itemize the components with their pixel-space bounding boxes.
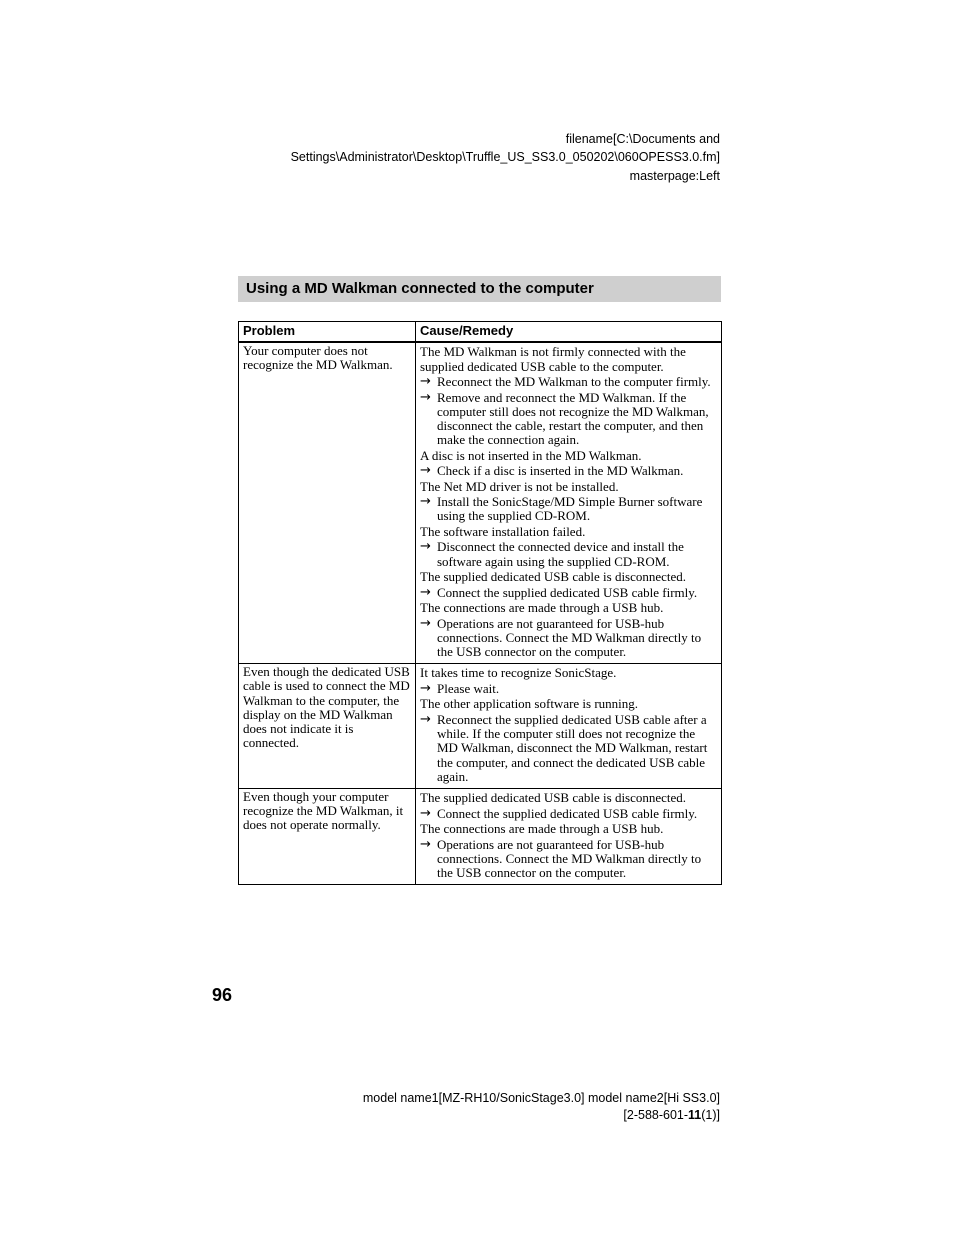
remedy-item (420, 540, 717, 568)
arrow-right-icon: → (420, 836, 431, 852)
section-title: Using a MD Walkman connected to the computer (238, 276, 721, 302)
remedy-text: Connect the supplied dedicated USB cable firmly. (437, 805, 698, 821)
problem-text: Your computer does not recognize the MD Walkman. (243, 343, 393, 373)
problem-text: Even though your computer recognize the MD Walkman, it does not operate normally. (243, 788, 404, 833)
file-header (200, 131, 720, 186)
cause-remedy-cell (416, 788, 722, 884)
masterpage-label: masterpage:Left (629, 169, 720, 183)
cause-item: The connections are made through a USB hub. (420, 600, 664, 616)
remedy-text: Please wait. (437, 680, 500, 696)
filename-line-2: Settings\Administrator\Desktop\Truffle_US_SS3.0_050202\060OPESS3.0.fm] (290, 149, 720, 164)
arrow-right-icon: → (420, 711, 431, 727)
column-header-cause-remedy: Cause/Remedy (416, 322, 722, 343)
remedy-item (420, 838, 717, 881)
remedy-item (420, 375, 717, 389)
column-header-problem: Problem (239, 322, 416, 343)
cause-item: A disc is not inserted in the MD Walkman. (420, 447, 642, 463)
arrow-right-icon: → (420, 680, 431, 696)
arrow-right-icon: → (420, 539, 431, 555)
problem-cell (239, 664, 416, 789)
cause-remedy-cell (416, 342, 722, 664)
arrow-right-icon: → (420, 494, 431, 510)
cause-item: The other application software is running. (420, 696, 639, 712)
remedy-item (420, 807, 717, 821)
arrow-right-icon: → (420, 374, 431, 389)
table-row (239, 664, 722, 789)
part-number-revision: 11 (688, 1108, 702, 1122)
remedy-text: Reconnect the supplied dedicated USB cable after a while. If the computer still does not recognize the MD Walkman, disconnect the MD Walkman, restart the computer, and connect the dedicated USB cable again. (437, 711, 708, 784)
problem-text: Even though the dedicated USB cable is used to connect the MD Walkman to the computer, the display on the MD Walkman does not indicate it is connected. (243, 664, 410, 751)
remedy-item (420, 586, 717, 600)
remedy-text: Disconnect the connected device and install the software again using the supplied CD-ROM. (437, 539, 684, 569)
remedy-item (420, 391, 717, 448)
remedy-item (420, 682, 717, 696)
remedy-item (420, 617, 717, 660)
remedy-text: Install the SonicStage/MD Simple Burner software using the supplied CD-ROM. (437, 494, 703, 524)
cause-item: The supplied dedicated USB cable is disconnected. (420, 790, 687, 806)
troubleshooting-table (238, 321, 722, 885)
problem-cell (239, 788, 416, 884)
part-number-prefix: [2-588-601- (623, 1108, 689, 1122)
cause-item: The connections are made through a USB hub. (420, 821, 664, 837)
remedy-item (420, 464, 717, 478)
arrow-right-icon: → (420, 584, 431, 600)
arrow-right-icon: → (420, 463, 431, 479)
cause-item: The supplied dedicated USB cable is disconnected. (420, 569, 687, 585)
remedy-text: Operations are not guaranteed for USB-hub connections. Connect the MD Walkman directly to the USB connector on the computer. (437, 615, 702, 659)
remedy-text: Remove and reconnect the MD Walkman. If the computer still does not recognize the MD Walkman, disconnect the cable, restart the computer, and then make the connection again. (437, 389, 709, 448)
remedy-text: Reconnect the MD Walkman to the computer firmly. (437, 374, 711, 389)
table-row (239, 788, 722, 884)
remedy-text: Connect the supplied dedicated USB cable firmly. (437, 584, 698, 600)
remedy-item (420, 495, 717, 523)
part-number-line (200, 1107, 720, 1124)
model-name-line: model name1[MZ-RH10/SonicStage3.0] model name2[Hi SS3.0] (362, 1091, 720, 1105)
filename-line-1: filename[C:\Documents and (565, 132, 720, 146)
file-footer (200, 1090, 720, 1124)
cause-item: The Net MD driver is not be installed. (420, 478, 619, 494)
remedy-text: Operations are not guaranteed for USB-hub connections. Connect the MD Walkman directly to the USB connector on the computer. (437, 836, 702, 881)
remedy-item (420, 713, 717, 784)
table-row (239, 342, 722, 664)
problem-cell (239, 342, 416, 664)
cause-item: It takes time to recognize SonicStage. (420, 665, 617, 681)
cause-item: The software installation failed. (420, 523, 586, 539)
table-header-row (239, 322, 722, 343)
arrow-right-icon: → (420, 615, 431, 631)
remedy-text: Check if a disc is inserted in the MD Walkman. (437, 463, 684, 479)
page-number: 96 (212, 985, 233, 1005)
cause-item: The MD Walkman is not firmly connected with the supplied dedicated USB cable to the computer. (420, 344, 686, 374)
part-number-suffix: (1)] (701, 1108, 720, 1122)
arrow-right-icon: → (420, 389, 431, 405)
cause-remedy-cell (416, 664, 722, 789)
arrow-right-icon: → (420, 805, 431, 821)
